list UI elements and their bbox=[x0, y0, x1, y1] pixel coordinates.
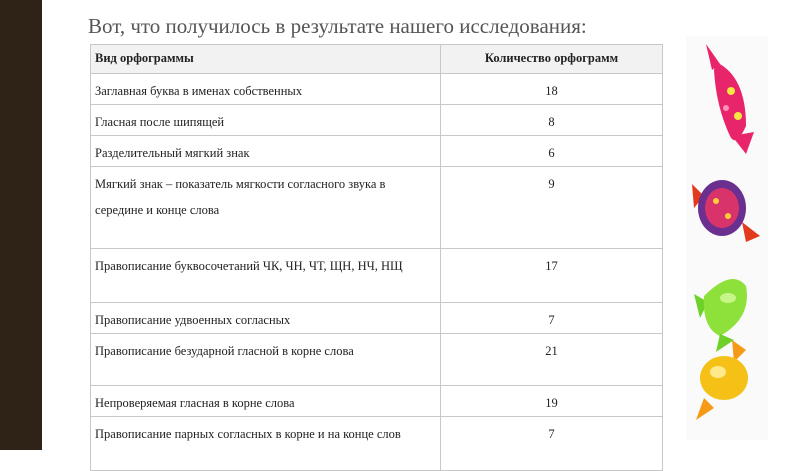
table-row bbox=[91, 303, 663, 334]
row-count: 21 bbox=[441, 334, 663, 386]
table-row bbox=[91, 386, 663, 417]
header-count: Количество орфограмм bbox=[441, 45, 663, 74]
yellow-candy-icon bbox=[696, 340, 748, 420]
row-label: Правописание удвоенных согласных bbox=[91, 303, 441, 334]
table-row bbox=[91, 105, 663, 136]
purple-candy-icon bbox=[692, 180, 760, 242]
row-count: 9 bbox=[441, 167, 663, 249]
table-row bbox=[91, 249, 663, 303]
row-count: 19 bbox=[441, 386, 663, 417]
row-count: 6 bbox=[441, 136, 663, 167]
table-row bbox=[91, 167, 663, 249]
row-label: Заглавная буква в именах собственных bbox=[91, 74, 441, 105]
table-row bbox=[91, 74, 663, 105]
pink-candy-icon bbox=[706, 44, 754, 154]
table-row bbox=[91, 417, 663, 471]
row-label: Разделительный мягкий знак bbox=[91, 136, 441, 167]
table-header-row bbox=[91, 45, 663, 74]
row-label: Гласная после шипящей bbox=[91, 105, 441, 136]
row-label: Правописание безударной гласной в корне слова bbox=[91, 334, 441, 386]
table-row bbox=[91, 334, 663, 386]
slide-title: Вот, что получилось в результате нашего исследования: bbox=[88, 14, 587, 38]
row-label: Правописание буквосочетаний ЧК, ЧН, ЧТ, ЩН, НЧ, НЩ bbox=[91, 249, 441, 303]
candy-illustration bbox=[686, 36, 768, 440]
candy-decoration bbox=[686, 36, 768, 440]
table-row bbox=[91, 136, 663, 167]
left-decorative-bar bbox=[0, 0, 42, 450]
row-count: 17 bbox=[441, 249, 663, 303]
row-label: Правописание парных согласных в корне и на конце слов bbox=[91, 417, 441, 471]
row-label: Мягкий знак – показатель мягкости согласного звука в середине и конце слова bbox=[91, 167, 441, 249]
row-count: 8 bbox=[441, 105, 663, 136]
row-count: 18 bbox=[441, 74, 663, 105]
header-type: Вид орфограммы bbox=[91, 45, 441, 74]
row-count: 7 bbox=[441, 303, 663, 334]
row-count: 7 bbox=[441, 417, 663, 471]
row-label: Непроверяемая гласная в корне слова bbox=[91, 386, 441, 417]
green-candy-icon bbox=[694, 279, 747, 352]
spelling-table bbox=[90, 44, 663, 471]
